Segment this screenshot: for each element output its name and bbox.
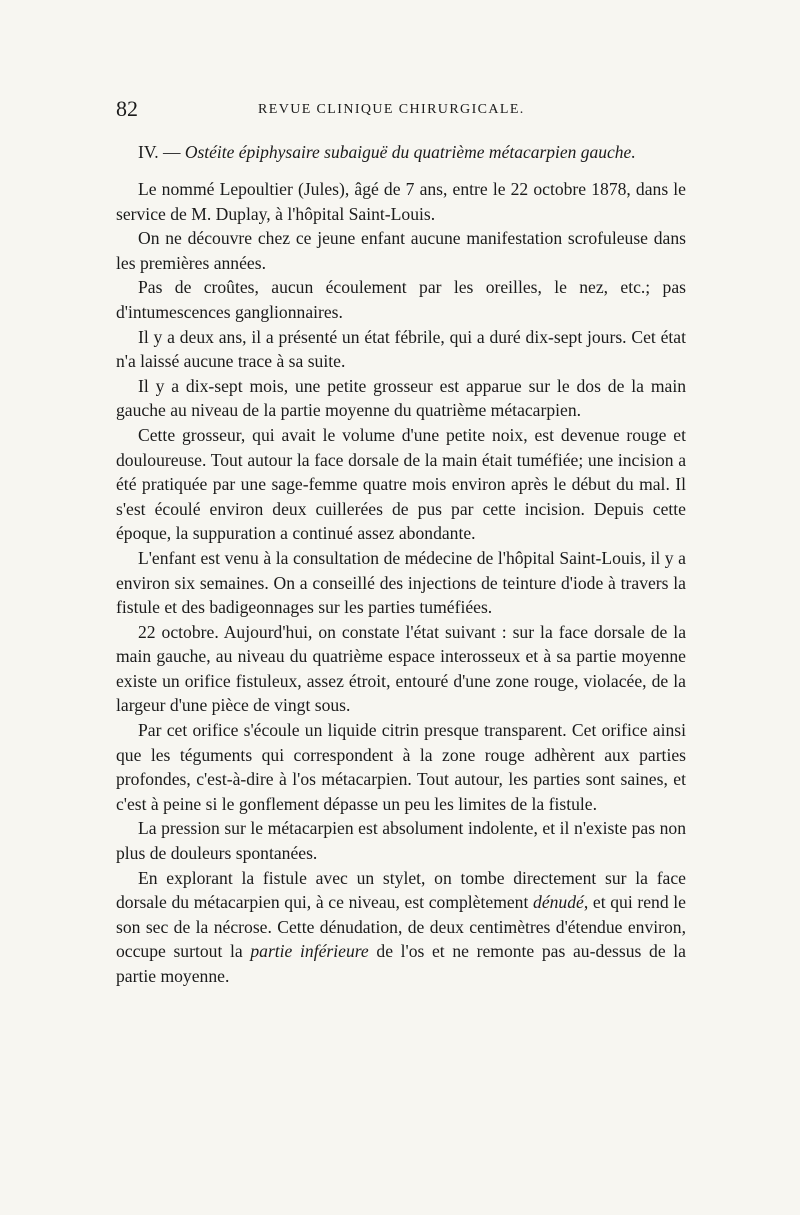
paragraph: Pas de croûtes, aucun écoulement par les oreilles, le nez, etc.; pas d'intumescences ganglionnaires. bbox=[116, 277, 686, 322]
paragraph: L'enfant est venu à la consultation de médecine de l'hôpital Saint-Louis, il y a environ six semaines. On a conseillé des injections de teinture d'iode à travers la fistule et des badigeonnages sur les parties tuméfiées. bbox=[116, 547, 686, 618]
paragraph: Il y a deux ans, il a présenté un état fébrile, qui a duré dix-sept jours. Cet état n'a laissé aucune trace à sa suite. bbox=[116, 326, 686, 372]
section-heading bbox=[138, 142, 686, 163]
paragraph: Il y a dix-sept mois, une petite grosseur est apparue sur le dos de la main gauche au niveau de la partie moyenne du quatrième métacarpien. bbox=[116, 375, 686, 421]
paragraph: Par cet orifice s'écoule un liquide citrin presque transparent. Cet orifice ainsi que les téguments qui correspondent à la zone rouge adhèrent aux parties profondes, c'est-à-dire à l'os métacarpien. Tout autour, les parties sont saines, et c'est à peine si le gonflement dépasse un peu les limites de la fistule. bbox=[116, 720, 686, 814]
running-title: REVUE CLINIQUE CHIRURGICALE. bbox=[258, 102, 525, 117]
section-number: IV. — bbox=[138, 142, 185, 162]
paragraph: On ne découvre chez ce jeune enfant aucune manifestation scrofuleuse dans les premières années. bbox=[116, 228, 686, 273]
paragraph: Le nommé Lepoultier (Jules), âgé de 7 ans, entre le 22 octobre 1878, dans le service de M. Duplay, à l'hôpital Saint-Louis. bbox=[116, 179, 686, 224]
paragraph-text: , et qui rend le son sec de la nécrose. Cette dénudation, de deux centimètres d'étendue environ, occupe surtout la bbox=[116, 892, 686, 962]
page-number: 82 bbox=[116, 96, 138, 121]
document-page bbox=[116, 96, 686, 989]
section-title: Ostéite épiphysaire subaiguë du quatrième métacarpien gauche. bbox=[184, 142, 636, 162]
running-header bbox=[116, 96, 686, 126]
paragraph bbox=[116, 866, 686, 989]
italic-term: dénudé bbox=[533, 892, 584, 913]
paragraph-text: de l'os et ne remonte pas au-dessus de la partie moyenne. bbox=[116, 941, 686, 986]
paragraph: Cette grosseur, qui avait le volume d'une petite noix, est devenue rouge et douloureuse. Tout autour la face dorsale de la main était tuméfiée; une incision a été pratiquée par une sage-femme quatre mois environ après le début du mal. Il s'est écoulé environ deux cuillerées de pus par cette incision. Depuis cette époque, la suppuration a continué assez abondante. bbox=[116, 424, 686, 544]
paragraph: La pression sur le métacarpien est absolument indolente, et il n'existe pas non plus de douleurs spontanées. bbox=[116, 818, 686, 864]
italic-term: partie inférieure bbox=[250, 941, 369, 962]
paragraph: 22 octobre. Aujourd'hui, on constate l'état suivant : sur la face dorsale de la main gauche, au niveau du quatrième espace interosseux et à sa partie moyenne existe un orifice fistuleux, assez étroit, entouré d'une zone rouge, violacée, de la largeur d'une pièce de vingt sous. bbox=[116, 621, 686, 716]
body-text bbox=[116, 177, 686, 989]
paragraph-text: En explorant la fistule avec un stylet, on tombe directement sur la face dorsale du métacarpien qui, à ce niveau, est complètement bbox=[116, 867, 686, 913]
